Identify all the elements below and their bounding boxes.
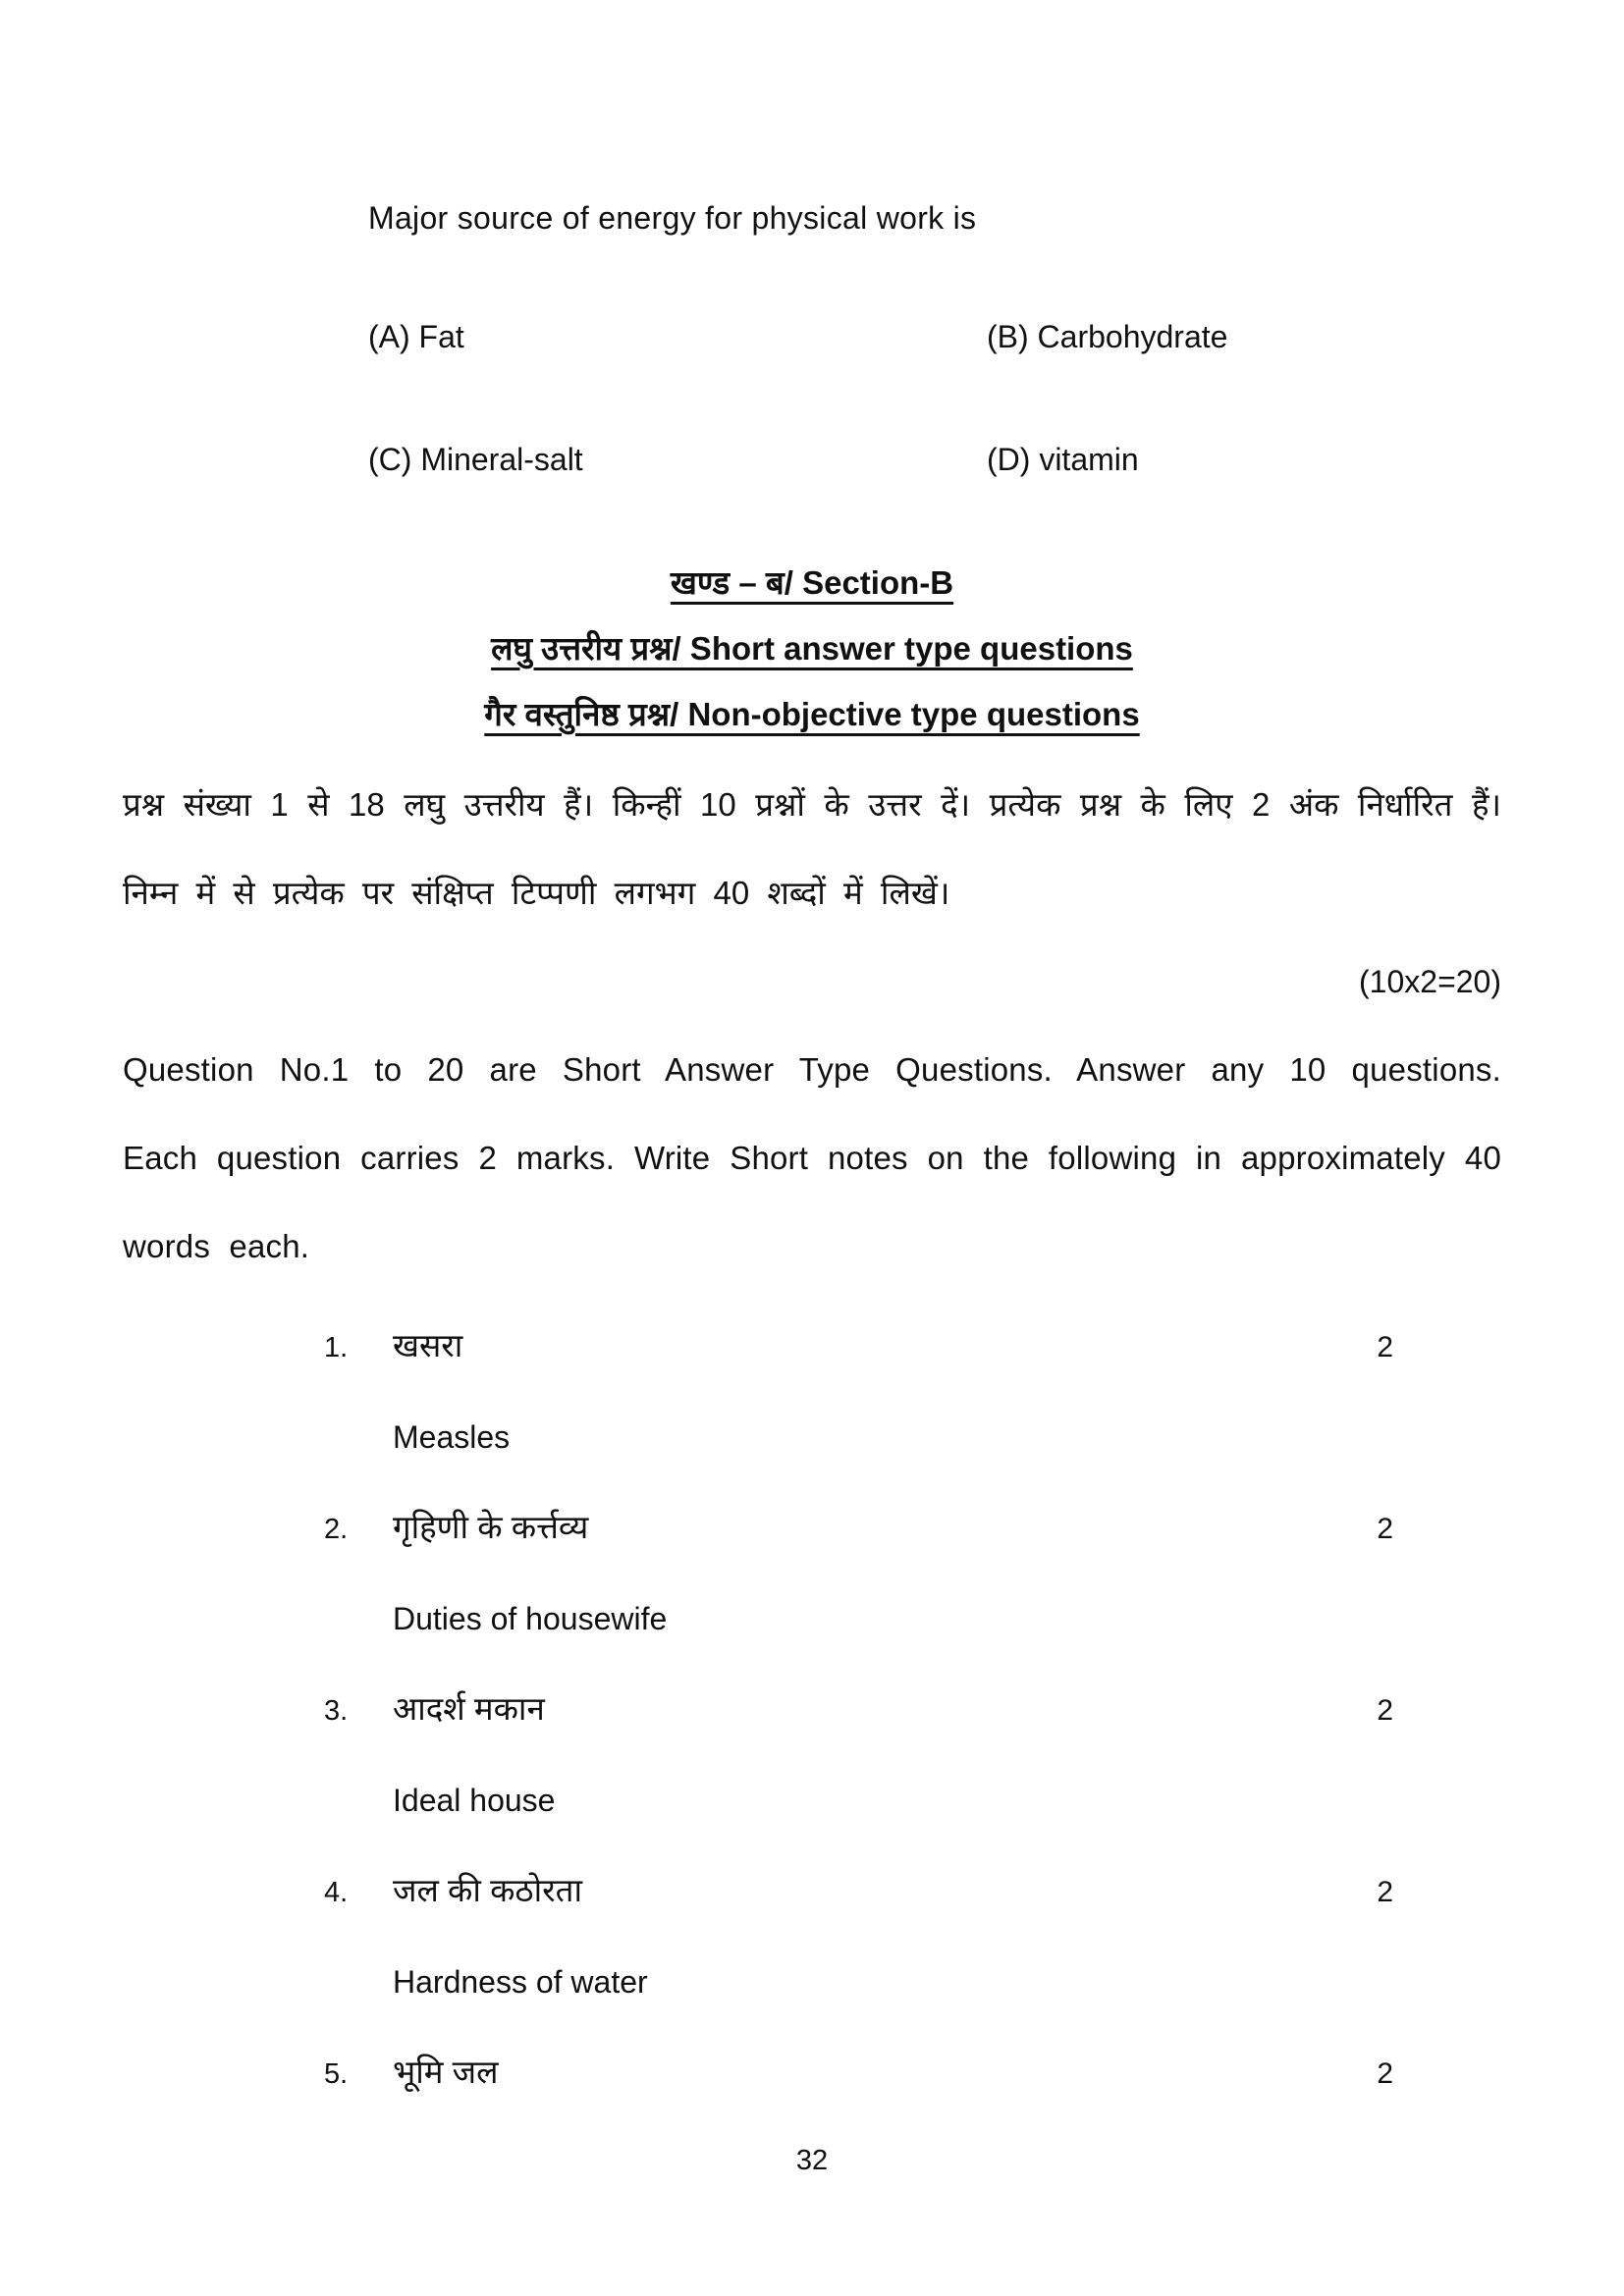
question-marks: 2: [1377, 1876, 1393, 1908]
question-english-text: Ideal house: [393, 1783, 556, 1818]
list-item: [123, 2027, 1501, 2119]
question-english-text: Hardness of water: [393, 1964, 648, 2000]
option-b: (B) Carbohydrate: [987, 319, 1228, 354]
question-row: [123, 2027, 1501, 2119]
marks-scheme: (10x2=20): [1359, 964, 1501, 999]
list-item: [123, 1301, 1501, 1482]
page-number: 32: [795, 2145, 829, 2176]
question-number: 5.: [324, 2058, 349, 2090]
list-item: [123, 1664, 1501, 1845]
section-subtitle-short-answer: लघु उत्तरीय प्रश्न/ Short answer type questions: [491, 630, 1133, 667]
question-marks: 2: [1377, 1513, 1393, 1545]
options-grid: [368, 315, 1501, 482]
section-headings: [123, 561, 1501, 737]
question-hindi-text: भूमि जल: [393, 2054, 499, 2090]
option-d: (D) vitamin: [987, 442, 1139, 477]
question-row: [123, 1482, 1501, 1575]
option-c: (C) Mineral-salt: [368, 442, 583, 477]
question-hindi-text: जल की कठोरता: [393, 1872, 583, 1908]
question-number: 2.: [324, 1514, 349, 1545]
list-item: [123, 1845, 1501, 2027]
question-row: [123, 1664, 1501, 1756]
list-item: [123, 1482, 1501, 1664]
question-stem: Major source of energy for physical work is: [368, 200, 977, 236]
question-english-text: Measles: [393, 1419, 511, 1455]
option-a: (A) Fat: [368, 319, 464, 354]
question-list: [123, 1301, 1501, 2119]
question-english-text: Duties of housewife: [393, 1601, 668, 1636]
question-number: 4.: [324, 1877, 349, 1908]
question-marks: 2: [1377, 1694, 1393, 1727]
question-marks: 2: [1377, 2057, 1393, 2090]
question-hindi-text: खसरा: [393, 1327, 463, 1363]
section-subtitle-non-objective: गैर वस्तुनिष्ठ प्रश्न/ Non-objective type questions: [484, 696, 1140, 732]
instructions-hindi: प्रश्न संख्या 1 से 18 लघु उत्तरीय हैं। किन्हीं 10 प्रश्नों के उत्तर दें। प्रत्येक प्रश्न के लिए 2 अंक निर्धारित हैं। निम्न में से प्रत्येक पर संक्षिप्त टिप्पणी लगभग 40 शब्दों में लिखें।: [123, 786, 1501, 911]
question-row: [123, 1845, 1501, 1938]
question-hindi-text: गृहिणी के कर्त्तव्य: [393, 1509, 589, 1545]
question-number: 1.: [324, 1332, 349, 1363]
question-number: 3.: [324, 1695, 349, 1727]
question-hindi-text: आदर्श मकान: [393, 1690, 545, 1727]
section-title: खण्ड – ब/ Section-B: [670, 564, 954, 601]
instructions-english: Question No.1 to 20 are Short Answer Type Questions. Answer any 10 questions. Each question carries 2 marks. Write Short notes on the following in approximately 40 words each.: [123, 1051, 1501, 1264]
question-row: [123, 1301, 1501, 1393]
question-marks: 2: [1377, 1331, 1393, 1363]
